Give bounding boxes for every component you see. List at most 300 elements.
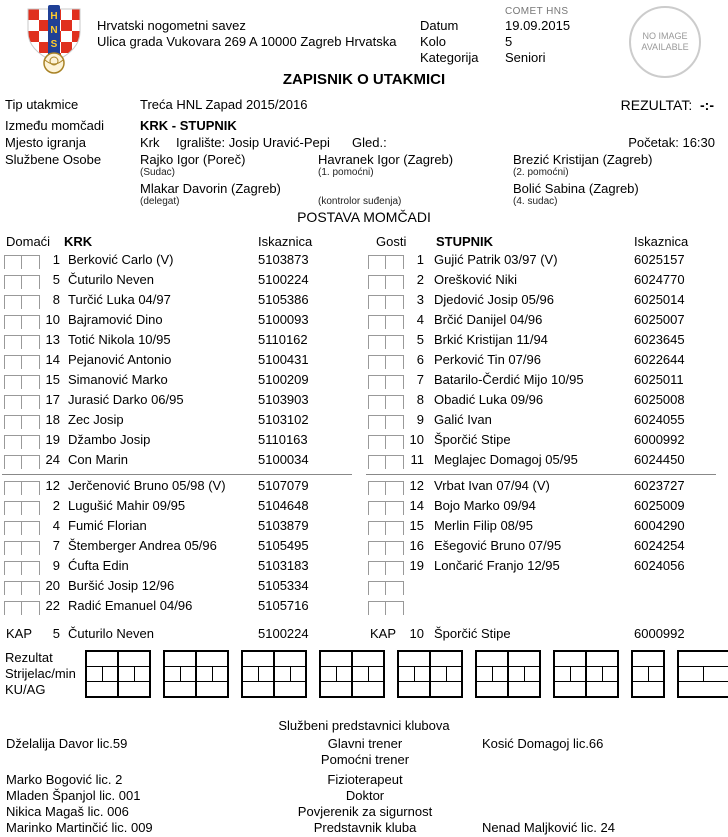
meta-value-datum: 19.09.2015	[505, 18, 571, 33]
player-name: Štemberger Andrea 05/96	[68, 538, 217, 553]
score-cell	[258, 667, 274, 681]
checkbox-cell	[4, 355, 22, 369]
player-name: Lončarić Franjo 12/95	[434, 558, 560, 573]
checkbox-cell	[4, 501, 22, 515]
lineup-checkboxes	[4, 355, 40, 369]
player-number: 17	[45, 392, 60, 407]
hns-crest-logo	[23, 5, 85, 75]
score-block-row	[165, 666, 227, 681]
captain-row	[0, 626, 364, 648]
score-cell	[429, 652, 461, 666]
score-cell	[507, 652, 539, 666]
score-cell	[321, 667, 336, 681]
score-cell	[585, 667, 602, 681]
checkbox-cell	[386, 601, 404, 615]
player-card-number: 5105386	[258, 292, 309, 307]
player-row	[0, 432, 364, 452]
player-number: 5	[52, 272, 60, 287]
checkbox-cell	[386, 581, 404, 595]
player-row	[364, 412, 728, 432]
svg-text:H: H	[50, 11, 58, 22]
player-number: 19	[409, 558, 424, 573]
attendance-label: Gled.:	[352, 135, 387, 150]
score-block	[397, 650, 463, 698]
score-block-row	[477, 666, 539, 681]
checkbox-cell	[4, 395, 22, 409]
player-row	[364, 252, 728, 272]
player-row	[0, 478, 364, 498]
player-number: 14	[409, 498, 424, 513]
lineup-checkboxes	[368, 335, 404, 349]
matchup-teams: KRK - STUPNIK	[140, 118, 237, 133]
team-header	[0, 234, 364, 252]
official-name: Mlakar Davorin (Zagreb)	[140, 181, 281, 196]
score-cell	[243, 667, 258, 681]
score-cell	[585, 652, 617, 666]
score-grid-labels	[5, 650, 76, 698]
player-number: 4	[416, 312, 424, 327]
lineup-checkboxes	[368, 561, 404, 575]
lineup-checkboxes	[4, 601, 40, 615]
stadium-name: Igralište: Josip Uravić-Pepi	[176, 135, 330, 150]
home-representative: Marko Bogović lic. 2	[6, 772, 123, 787]
player-number: 22	[45, 598, 60, 613]
score-cell	[87, 652, 117, 666]
player-name: Batarilo-Čerdić Mijo 10/95	[434, 372, 584, 387]
player-row	[0, 598, 364, 618]
player-row	[0, 392, 364, 412]
player-name: Berković Carlo (V)	[68, 252, 174, 267]
checkbox-cell	[368, 561, 386, 575]
score-block-row	[321, 666, 383, 681]
starters-subs-divider	[2, 474, 352, 475]
checkbox-cell	[4, 295, 22, 309]
score-block-row	[555, 681, 617, 696]
player-number: 5	[416, 332, 424, 347]
no-image-line1: NO IMAGE	[642, 31, 688, 41]
official-name: Brezić Kristijan (Zagreb)	[513, 152, 653, 167]
official-name	[318, 181, 513, 196]
checkbox-cell	[4, 601, 22, 615]
svg-text:N: N	[50, 25, 58, 36]
kickoff-time: Početak: 16:30	[628, 135, 715, 150]
federation-name: Hrvatski nogometni savez	[97, 18, 246, 33]
official-cell	[513, 152, 725, 181]
player-row	[0, 312, 364, 332]
player-card-number: 6024254	[634, 538, 685, 553]
player-row	[364, 538, 728, 558]
score-cell	[477, 652, 507, 666]
representative-role: Predstavnik kluba	[313, 820, 417, 835]
score-cell	[399, 667, 414, 681]
competition-name: Treća HNL Zapad 2015/2016	[140, 97, 308, 112]
player-row	[364, 292, 728, 312]
score-cell	[273, 652, 305, 666]
player-number: 24	[45, 452, 60, 467]
player-number: 12	[45, 478, 60, 493]
away-representative: Nenad Maljković lic. 24	[482, 820, 615, 835]
player-name: Ešegović Bruno 07/95	[434, 538, 562, 553]
player-number: 10	[45, 312, 60, 327]
player-card-number: 6025007	[634, 312, 685, 327]
official-cell	[318, 181, 513, 210]
player-row	[364, 372, 728, 392]
player-name: Djedović Josip 05/96	[434, 292, 554, 307]
player-number: 1	[416, 252, 424, 267]
comet-hns-label: COMET HNS	[505, 6, 569, 17]
svg-text:S: S	[50, 39, 58, 50]
venue-city: Krk	[140, 135, 160, 150]
player-card-number: 5100093	[258, 312, 309, 327]
score-cell	[336, 667, 352, 681]
player-name: Perković Tin 07/96	[434, 352, 541, 367]
score-block-row	[165, 681, 227, 696]
score-block-row	[633, 652, 663, 666]
player-card-number: 5105716	[258, 598, 309, 613]
score-cell	[679, 667, 703, 681]
player-card-number: 6025014	[634, 292, 685, 307]
score-block-row	[633, 666, 663, 681]
home-team-column	[0, 234, 364, 648]
player-number: 14	[45, 352, 60, 367]
result-label: REZULTAT:	[620, 97, 693, 113]
player-name: Orešković Niki	[434, 272, 518, 287]
lineup-checkboxes	[4, 255, 40, 269]
checkbox-cell	[368, 355, 386, 369]
player-row	[0, 538, 364, 558]
player-card-number: 6024770	[634, 272, 685, 287]
checkbox-cell	[368, 541, 386, 555]
lineup-checkboxes	[4, 275, 40, 289]
score-block	[241, 650, 307, 698]
player-number: 3	[416, 292, 424, 307]
score-cell	[633, 667, 648, 681]
player-name: Radić Emanuel 04/96	[68, 598, 193, 613]
representatives-table	[0, 736, 728, 836]
player-card-number: 5105334	[258, 578, 309, 593]
player-number: 2	[52, 498, 60, 513]
player-row	[0, 578, 364, 598]
player-name: Turčić Luka 04/97	[68, 292, 171, 307]
lineup-checkboxes	[368, 581, 404, 595]
player-card-number: 6000992	[634, 626, 685, 641]
player-name: Ćufta Edin	[68, 558, 129, 573]
meta-label-datum: Datum	[420, 18, 459, 33]
official-role: (Sudac)	[140, 167, 176, 178]
score-cell	[87, 682, 117, 696]
player-card-number: 6025009	[634, 498, 685, 513]
player-number: 2	[416, 272, 424, 287]
checkbox-cell	[4, 335, 22, 349]
score-block-row	[399, 652, 461, 666]
player-number: 9	[416, 412, 424, 427]
lineup-checkboxes	[4, 501, 40, 515]
lineup-checkboxes	[4, 335, 40, 349]
player-name: Bajramović Dino	[68, 312, 163, 327]
player-number: 15	[409, 518, 424, 533]
meta-label-kolo: Kolo	[420, 34, 447, 49]
score-block-row	[87, 666, 149, 681]
score-cell	[351, 652, 383, 666]
player-number: 12	[409, 478, 424, 493]
checkbox-cell	[4, 435, 22, 449]
player-name: Brčić Danijel 04/96	[434, 312, 543, 327]
score-cell	[165, 667, 180, 681]
player-number: 6	[416, 352, 424, 367]
player-name: Galić Ivan	[434, 412, 492, 427]
checkbox-cell	[368, 275, 386, 289]
player-row	[0, 558, 364, 578]
score-block	[85, 650, 151, 698]
player-name: Džambo Josip	[68, 432, 151, 447]
meta-value-kolo: 5	[505, 34, 513, 49]
score-label-kuag: KU/AG	[5, 682, 46, 697]
score-cell	[321, 682, 351, 696]
representative-role: Povjerenik za sigurnost	[297, 804, 433, 819]
player-name: Gujić Patrik 03/97 (V)	[434, 252, 558, 267]
side-label: Domaći	[6, 234, 51, 249]
lineup-checkboxes	[4, 315, 40, 329]
score-cell	[679, 682, 728, 696]
match-officials	[140, 152, 725, 210]
score-cell	[585, 682, 617, 696]
player-card-number: 6023645	[634, 332, 685, 347]
score-cell	[414, 667, 430, 681]
player-number: 16	[409, 538, 424, 553]
checkbox-cell	[368, 481, 386, 495]
lineup-checkboxes	[368, 415, 404, 429]
official-cell	[140, 181, 318, 210]
lineup-checkboxes	[368, 435, 404, 449]
home-representative: Dželalija Davor lic.59	[6, 736, 128, 751]
federation-address: Ulica grada Vukovara 269 A 10000 Zagreb Hrvatska	[97, 34, 397, 49]
score-cell	[212, 667, 228, 681]
score-cell	[195, 682, 227, 696]
score-cell	[165, 652, 195, 666]
score-block-row	[477, 681, 539, 696]
checkbox-cell	[368, 435, 386, 449]
player-row	[0, 292, 364, 312]
player-row	[364, 432, 728, 452]
player-card-number: 6000992	[634, 432, 685, 447]
player-number: 7	[52, 538, 60, 553]
score-cell	[446, 667, 462, 681]
score-block-row	[555, 652, 617, 666]
player-row	[0, 272, 364, 292]
score-cell	[117, 652, 149, 666]
player-row	[0, 498, 364, 518]
result-value: -:-	[700, 97, 714, 113]
player-number: 10	[409, 432, 424, 447]
player-number: 8	[416, 392, 424, 407]
score-cell	[134, 667, 150, 681]
checkbox-cell	[368, 455, 386, 469]
representative-role: Pomoćni trener	[320, 752, 410, 767]
player-row	[364, 478, 728, 498]
lineup-checkboxes	[368, 255, 404, 269]
official-cell	[513, 181, 725, 210]
player-card-number: 6022644	[634, 352, 685, 367]
player-name: Fumić Florian	[68, 518, 147, 533]
player-name: Jerčenović Bruno 05/98 (V)	[68, 478, 226, 493]
score-cell	[195, 652, 227, 666]
lineup-checkboxes	[4, 375, 40, 389]
score-block-row	[243, 681, 305, 696]
player-row	[364, 332, 728, 352]
label-izmedu-momcadi: Između momčadi	[5, 118, 104, 133]
no-image-line2: AVAILABLE	[641, 42, 689, 52]
player-card-number: 5100224	[258, 272, 309, 287]
player-card-number: 5103183	[258, 558, 309, 573]
player-row	[364, 518, 728, 538]
score-cell	[633, 652, 663, 666]
player-number: 10	[409, 626, 424, 641]
score-block-row	[243, 666, 305, 681]
player-row	[364, 272, 728, 292]
player-number: 15	[45, 372, 60, 387]
score-cell	[368, 667, 384, 681]
score-cell	[102, 667, 118, 681]
lineup-checkboxes	[368, 481, 404, 495]
lineup-table	[0, 234, 728, 648]
score-label-rezultat: Rezultat	[5, 650, 53, 665]
player-row	[0, 372, 364, 392]
representatives-row	[0, 752, 728, 768]
score-block	[631, 650, 665, 698]
player-name: Čuturilo Neven	[68, 626, 154, 641]
player-card-number: 6024450	[634, 452, 685, 467]
captain-row	[364, 626, 728, 648]
score-cell	[243, 652, 273, 666]
lineup-checkboxes	[4, 521, 40, 535]
official-role: (2. pomoćni)	[513, 167, 569, 178]
player-number: 7	[416, 372, 424, 387]
meta-label-kategorija: Kategorija	[420, 50, 479, 65]
score-block-row	[321, 652, 383, 666]
representatives-row	[0, 820, 728, 836]
player-number: 9	[52, 558, 60, 573]
player-name: Merlin Filip 08/95	[434, 518, 533, 533]
player-number: 20	[45, 578, 60, 593]
score-cell	[477, 682, 507, 696]
home-representative: Mladen Španjol lic. 001	[6, 788, 141, 803]
player-row	[0, 352, 364, 372]
checkbox-cell	[368, 501, 386, 515]
lineup-checkboxes	[4, 581, 40, 595]
lineup-checkboxes	[368, 295, 404, 309]
player-row	[364, 392, 728, 412]
representatives-row	[0, 736, 728, 752]
checkbox-cell	[4, 521, 22, 535]
checkbox-cell	[368, 255, 386, 269]
checkbox-cell	[4, 581, 22, 595]
team-header	[364, 234, 728, 252]
lineup-checkboxes	[368, 275, 404, 289]
player-name: Meglajec Domagoj 05/95	[434, 452, 578, 467]
player-row	[0, 332, 364, 352]
lineup-checkboxes	[368, 315, 404, 329]
player-card-number: 6004290	[634, 518, 685, 533]
score-block-row	[243, 652, 305, 666]
player-name: Totić Nikola 10/95	[68, 332, 171, 347]
player-number: 5	[52, 626, 60, 641]
player-card-number: 5105495	[258, 538, 309, 553]
player-name: Buršić Josip 12/96	[68, 578, 175, 593]
player-number: 18	[45, 412, 60, 427]
score-cell	[351, 667, 368, 681]
starters-subs-divider	[366, 474, 716, 475]
player-card-number: 5103873	[258, 252, 309, 267]
official-role: (delegat)	[140, 196, 180, 207]
score-block	[475, 650, 541, 698]
lineup-checkboxes	[4, 541, 40, 555]
checkbox-cell	[4, 455, 22, 469]
player-name: Lugušić Mahir 09/95	[68, 498, 186, 513]
player-name: Con Marin	[68, 452, 128, 467]
checkbox-cell	[368, 581, 386, 595]
checkbox-cell	[4, 415, 22, 429]
checkbox-cell	[4, 481, 22, 495]
player-card-number: 5100209	[258, 372, 309, 387]
score-cell	[555, 682, 585, 696]
player-row	[364, 498, 728, 518]
card-column-header: Iskaznica	[258, 234, 313, 249]
player-name: Obadić Luka 09/96	[434, 392, 544, 407]
player-card-number: 5103879	[258, 518, 309, 533]
player-number: 4	[52, 518, 60, 533]
score-cell	[648, 667, 664, 681]
checkbox-cell	[368, 335, 386, 349]
lineup-checkboxes	[368, 541, 404, 555]
representative-role: Glavni trener	[327, 736, 403, 751]
team-name: STUPNIK	[436, 234, 494, 249]
lineup-checkboxes	[368, 375, 404, 389]
representatives-row	[0, 788, 728, 804]
official-name: Rajko Igor (Poreč)	[140, 152, 246, 167]
team-name: KRK	[64, 234, 93, 249]
score-cell	[399, 652, 429, 666]
score-cell	[117, 667, 134, 681]
score-cell	[633, 682, 663, 696]
player-card-number: 6024056	[634, 558, 685, 573]
score-block-row	[87, 681, 149, 696]
official-role: (kontrolor suđenja)	[318, 196, 402, 207]
lineup-checkboxes	[4, 415, 40, 429]
player-name: Brkić Kristijan 11/94	[434, 332, 548, 347]
label-mjesto-igranja: Mjesto igranja	[5, 135, 86, 150]
score-block-row	[87, 652, 149, 666]
page-title: ZAPISNIK O UTAKMICI	[282, 71, 446, 88]
lineup-checkboxes	[4, 295, 40, 309]
player-row	[0, 518, 364, 538]
lineup-checkboxes	[4, 435, 40, 449]
checkbox-cell	[368, 415, 386, 429]
lineup-section-title: POSTAVA MOMČADI	[297, 209, 431, 225]
no-image-placeholder	[629, 6, 701, 78]
score-cell	[477, 667, 492, 681]
score-block	[553, 650, 619, 698]
score-block-row	[633, 681, 663, 696]
checkbox-cell	[368, 295, 386, 309]
score-cell	[429, 667, 446, 681]
checkbox-cell	[4, 541, 22, 555]
player-card-number: 6025008	[634, 392, 685, 407]
player-card-number: 5100034	[258, 452, 309, 467]
player-name: Bojo Marko 09/94	[434, 498, 536, 513]
lineup-checkboxes	[368, 395, 404, 409]
player-card-number: 5103903	[258, 392, 309, 407]
player-number: 11	[410, 452, 424, 467]
